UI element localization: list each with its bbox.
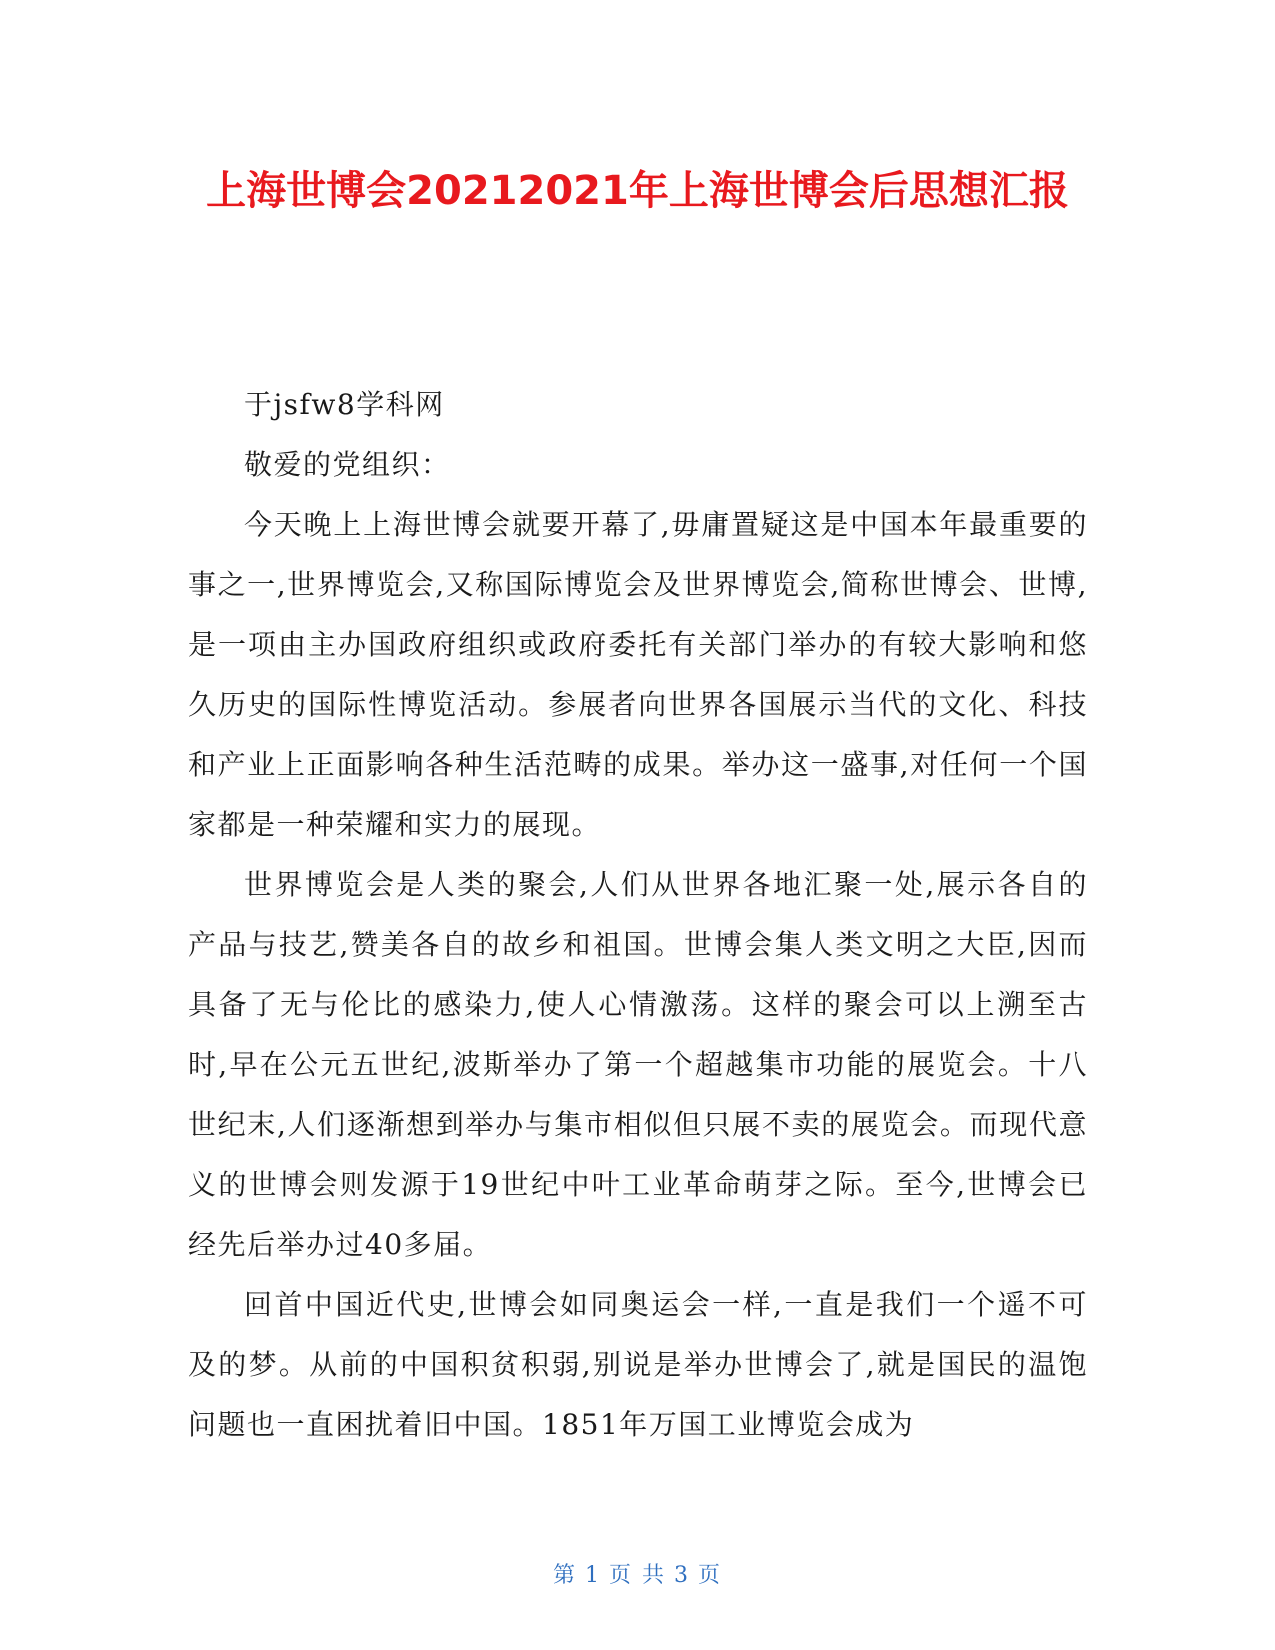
footer-suffix: 页 [698, 1563, 723, 1588]
document-title: 上海世博会20212021年上海世博会后思想汇报 [206, 168, 1069, 214]
paragraph-2: 世界博览会是人类的聚会,人们从世界各地汇聚一处,展示各自的产品与技艺,赞美各自的故乡和祖国。世博会集人类文明之大臣,因而具备了无与伦比的感染力,使人心情激荡。这样的聚会可以上溯至古时,早在公元五世纪,波斯举办了第一个超越集市功能的展览会。十八世纪末,人们逐渐想到举办与集市相似但只展不卖的展览会。而现代意义的世博会则发源于19世纪中叶工业革命萌芽之际。至今,世博会已经先后举办过40多届。 [188, 868, 1088, 1261]
footer-prefix: 第 [552, 1563, 577, 1588]
footer-current-page: 1 [585, 1563, 601, 1588]
salutation: 敬爱的党组织： [244, 448, 451, 481]
footer-total-pages: 3 [674, 1563, 690, 1588]
source-line: 于jsfw8学科网 [244, 388, 445, 421]
document-body [188, 375, 1088, 1455]
paragraph-3: 回首中国近代史,世博会如同奥运会一样,一直是我们一个遥不可及的梦。从前的中国积贫积弱,别说是举办世博会了,就是国民的温饱问题也一直困扰着旧中国。1851年万国工业博览会成为 [188, 1288, 1088, 1441]
footer-middle: 页 共 [609, 1563, 666, 1588]
page-footer [0, 1558, 1275, 1589]
paragraph-1: 今天晚上上海世博会就要开幕了,毋庸置疑这是中国本年最重要的事之一,世界博览会,又称国际博览会及世界博览会,简称世博会、世博,是一项由主办国政府组织或政府委托有关部门举办的有较大影响和悠久历史的国际性博览活动。参展者向世界各国展示当代的文化、科技和产业上正面影响各种生活范畴的成果。举办这一盛事,对任何一个国家都是一种荣耀和实力的展现。 [188, 508, 1088, 841]
